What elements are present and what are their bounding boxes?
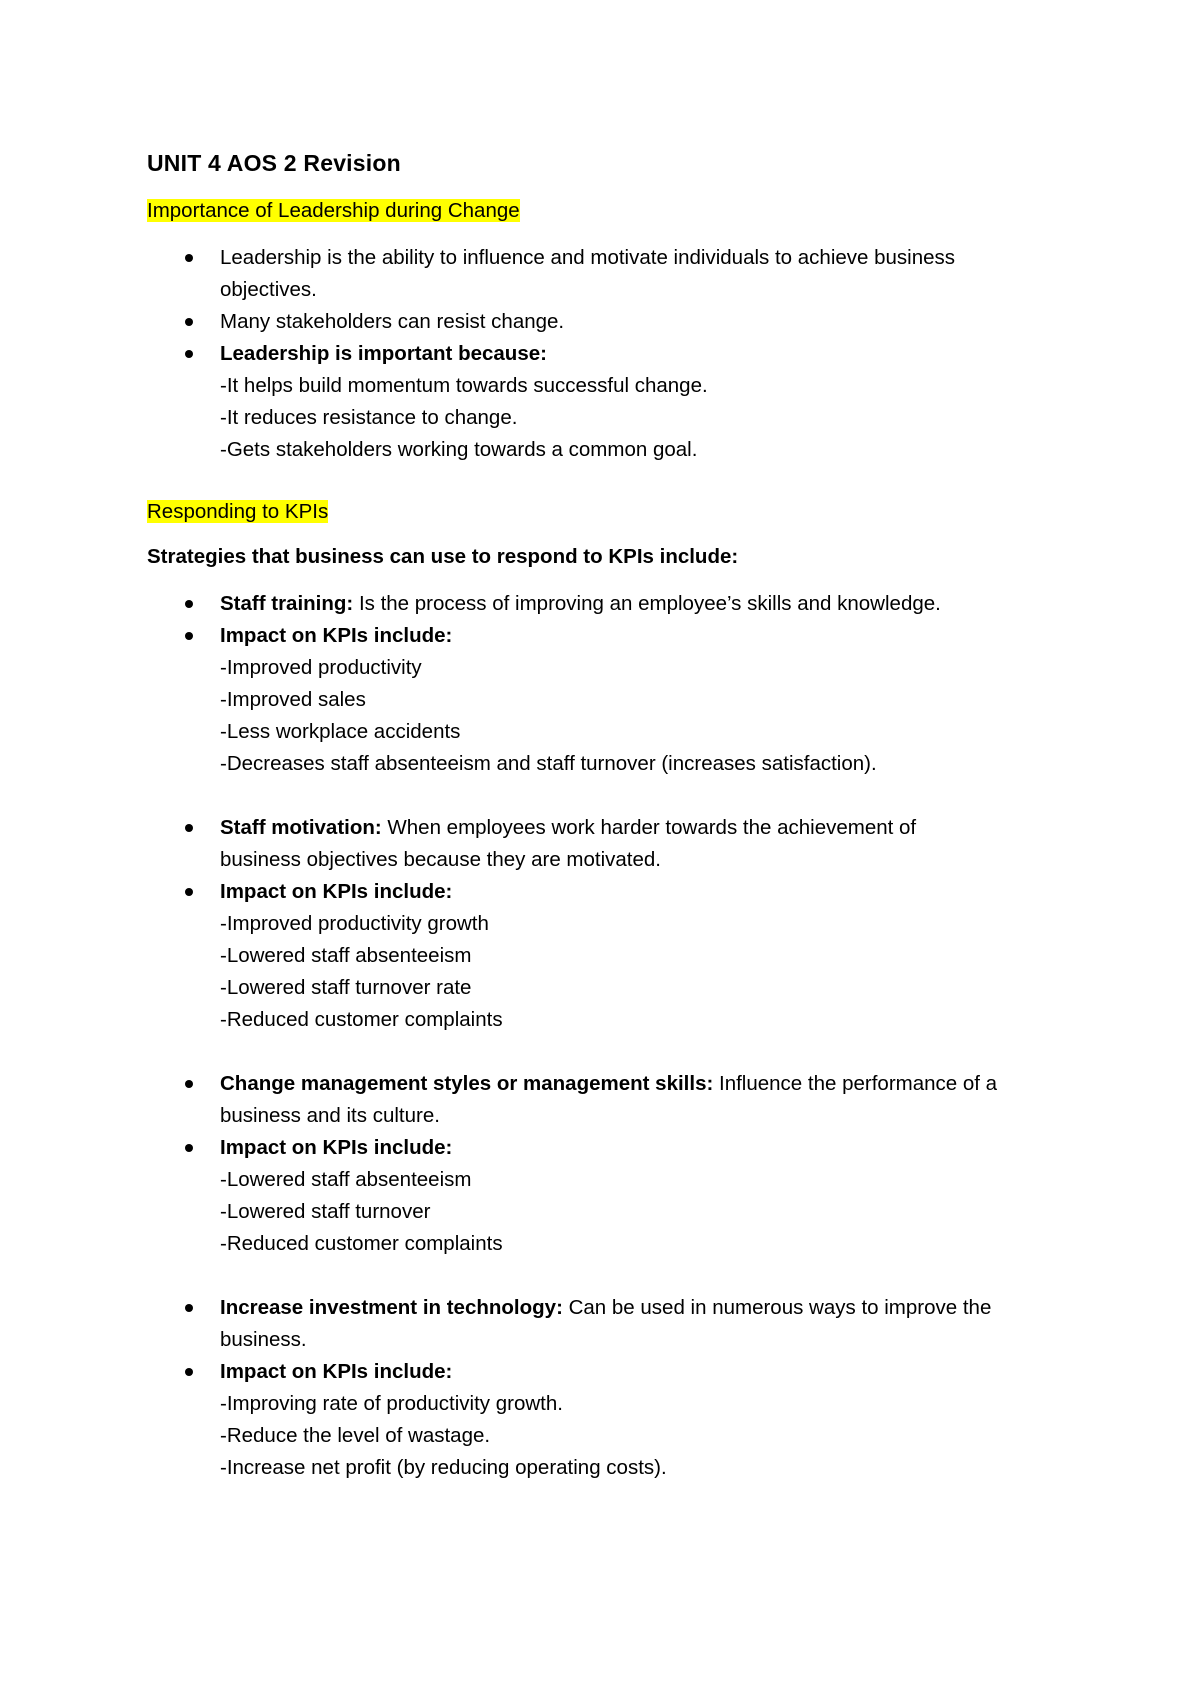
sub-point: -It helps build momentum towards successful change. bbox=[220, 374, 708, 397]
strategy-list-staff-training bbox=[147, 588, 1047, 780]
list-item bbox=[147, 242, 1047, 306]
strategy-list-technology bbox=[147, 1292, 1047, 1484]
strategy-list-management-styles bbox=[147, 1068, 1047, 1260]
list-item bbox=[147, 306, 1047, 338]
strategy-list-staff-motivation bbox=[147, 812, 1047, 1036]
strategy-text-continued: business. bbox=[220, 1328, 307, 1351]
list-item bbox=[147, 876, 1047, 1036]
section-heading-kpis bbox=[147, 498, 1047, 526]
strategies-intro: Strategies that business can use to respond to KPIs include: bbox=[147, 545, 739, 568]
impact-point: -Reduced customer complaints bbox=[220, 1008, 503, 1031]
impact-label: Impact on KPIs include: bbox=[220, 880, 453, 903]
impact-point: -Improved productivity growth bbox=[220, 912, 489, 935]
impact-point: -Increase net profit (by reducing operating costs). bbox=[220, 1456, 667, 1479]
spacer bbox=[147, 1260, 1047, 1292]
impact-point: -Reduce the level of wastage. bbox=[220, 1424, 491, 1447]
strategy-label: Increase investment in technology: bbox=[220, 1296, 563, 1319]
impact-point: -Improving rate of productivity growth. bbox=[220, 1392, 563, 1415]
strategy-line bbox=[220, 1292, 1047, 1324]
section-heading-leadership bbox=[147, 197, 1047, 225]
bullet-text: Leadership is the ability to influence and motivate individuals to achieve business bbox=[220, 246, 956, 269]
list-item bbox=[147, 1292, 1047, 1356]
strategy-text: When employees work harder towards the achievement of bbox=[381, 816, 917, 839]
strategy-label: Staff motivation: bbox=[220, 816, 382, 839]
list-item bbox=[147, 620, 1047, 780]
impact-label: Impact on KPIs include: bbox=[220, 1136, 453, 1159]
strategy-text-continued: business objectives because they are motivated. bbox=[220, 848, 662, 871]
impact-point: -Lowered staff turnover rate bbox=[220, 976, 472, 999]
bullet-label: Leadership is important because: bbox=[220, 342, 547, 365]
impact-label: Impact on KPIs include: bbox=[220, 1360, 453, 1383]
document-body bbox=[147, 148, 1047, 1484]
strategy-text: Is the process of improving an employee’s skills and knowledge. bbox=[353, 592, 941, 615]
bullet-text-continued: objectives. bbox=[220, 278, 317, 301]
strategy-label: Change management styles or management skills: bbox=[220, 1072, 714, 1095]
list-item bbox=[147, 812, 1047, 876]
impact-label: Impact on KPIs include: bbox=[220, 624, 453, 647]
spacer bbox=[147, 1036, 1047, 1068]
strategy-text: Influence the performance of a bbox=[713, 1072, 998, 1095]
strategy-text-continued: business and its culture. bbox=[220, 1104, 440, 1127]
leadership-bullet-list bbox=[147, 242, 1047, 466]
impact-point: -Decreases staff absenteeism and staff turnover (increases satisfaction). bbox=[220, 752, 877, 775]
list-item bbox=[147, 338, 1047, 466]
sub-point: -It reduces resistance to change. bbox=[220, 406, 518, 429]
impact-point: -Lowered staff absenteeism bbox=[220, 944, 472, 967]
strategy-text: Can be used in numerous ways to improve the bbox=[562, 1296, 992, 1319]
spacer bbox=[147, 780, 1047, 812]
page-title: UNIT 4 AOS 2 Revision bbox=[147, 150, 401, 176]
sub-point: -Gets stakeholders working towards a common goal. bbox=[220, 438, 698, 461]
impact-point: -Less workplace accidents bbox=[220, 720, 461, 743]
list-item bbox=[147, 588, 1047, 620]
strategy-line bbox=[220, 812, 1047, 844]
highlighted-heading-text: Importance of Leadership during Change bbox=[147, 199, 520, 222]
strategy-line bbox=[220, 588, 1047, 620]
list-item bbox=[147, 1356, 1047, 1484]
highlighted-heading-text: Responding to KPIs bbox=[147, 500, 329, 523]
impact-point: -Improved sales bbox=[220, 688, 366, 711]
impact-point: -Improved productivity bbox=[220, 656, 422, 679]
impact-point: -Lowered staff turnover bbox=[220, 1200, 431, 1223]
list-item bbox=[147, 1132, 1047, 1260]
strategy-line bbox=[220, 1068, 1047, 1100]
impact-point: -Lowered staff absenteeism bbox=[220, 1168, 472, 1191]
bullet-text: Many stakeholders can resist change. bbox=[220, 310, 565, 333]
strategy-label: Staff training: bbox=[220, 592, 354, 615]
impact-point: -Reduced customer complaints bbox=[220, 1232, 503, 1255]
list-item bbox=[147, 1068, 1047, 1132]
